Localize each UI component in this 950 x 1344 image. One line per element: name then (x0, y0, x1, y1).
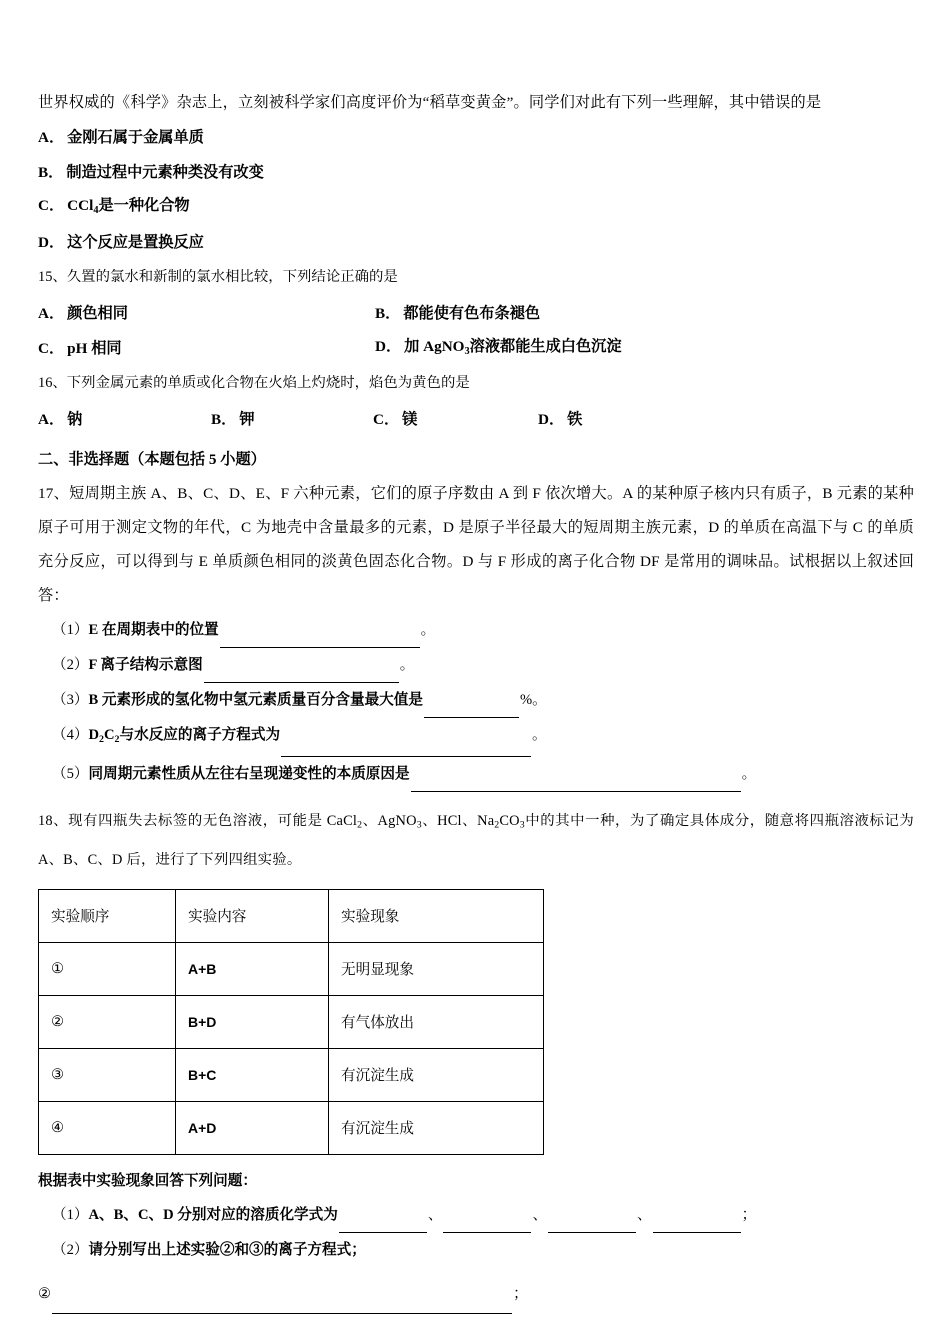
q18-stem-part1: 18、现有四瓶失去标签的无色溶液，可能是 CaCl (38, 812, 358, 829)
q17-sub-4-num: （4） (52, 727, 89, 743)
q18-answer-blank[interactable] (52, 1298, 512, 1314)
q17-sub-2-num: （2） (52, 657, 89, 673)
table-cell-order: ③ (39, 1048, 176, 1101)
q16-option-row-1 (38, 402, 914, 437)
q17-sub-5-blank[interactable] (411, 776, 741, 792)
q18-stem-part4: CO (499, 812, 520, 829)
table-cell-content: A+D (176, 1101, 329, 1154)
q18-stem-part5: 中的其中一种，为了确定具体成分，随意将四瓶溶液标记为 A、B、C、D 后，进行了下列四组实验。 (38, 812, 914, 868)
q17-sub-2-text: F 离子结构示意图 (88, 657, 203, 673)
q18-sub-1-text: A、B、C、D 分别对应的溶质化学式为 (88, 1206, 338, 1223)
q17-sub-4-blank[interactable] (281, 741, 531, 757)
q16-option-d[interactable]: D． 铁 (538, 411, 583, 428)
q17-sub-2-end: 。 (399, 657, 415, 673)
page-content (38, 86, 914, 1314)
table-cell-phenomenon: 有沉淀生成 (329, 1048, 544, 1101)
table-header-row (39, 889, 544, 942)
table-cell-phenomenon: 无明显现象 (329, 942, 544, 995)
cacl2-subscript: 2 (357, 819, 363, 831)
q18-sub-1-num: （1） (52, 1206, 89, 1223)
q15-option-row-2 (38, 331, 914, 366)
q18-sub-1-blank-b[interactable] (443, 1217, 531, 1233)
q18-sub-2 (52, 1233, 914, 1268)
q17-sub-3 (52, 683, 914, 718)
q14-stem: 世界权威的《科学》杂志上，立刻被科学家们高度评价为“稻草变黄金”。同学们对此有下列一些理解，其中错误的是 (38, 94, 822, 111)
q14-option-a[interactable]: A． 金刚石属于金属单质 (38, 129, 204, 146)
q14-options (38, 120, 914, 260)
table-cell-order: ① (39, 942, 176, 995)
q14-option-row-b (38, 155, 914, 190)
table-row (39, 995, 544, 1048)
table-cell-content: A+B (176, 942, 329, 995)
ccl4-subscript: 4 (93, 204, 99, 216)
table-header-content: 实验内容 (176, 889, 329, 942)
q18-sub-1-sep-1: 、 (427, 1206, 443, 1223)
q17-sub-1-blank[interactable] (220, 632, 420, 648)
q17-sub-3-text: B 元素形成的氢化物中氢元素质量百分含量最大值是 (88, 692, 423, 708)
q18-sub-1-end: ； (741, 1206, 757, 1223)
q17-sub-1 (52, 613, 914, 648)
table-cell-phenomenon: 有气体放出 (329, 995, 544, 1048)
q17-sub-1-text: E 在周期表中的位置 (88, 622, 219, 638)
q18-sub-1 (52, 1198, 914, 1233)
q16-option-b[interactable]: B． 钾 (211, 411, 255, 428)
q16-stem: 16、下列金属元素的单质或化合物在火焰上灼烧时，焰色为黄色的是 (38, 375, 470, 391)
q18-sub-2-text: 请分别写出上述实验②和③的离子方程式； (88, 1241, 366, 1258)
q17-stem: 17、短周期主族 A、B、C、D、E、F 六种元素，它们的原子序数由 A 到 F 依次增大。A 的某种原子核内只有质子，B 元素的某种原子可用于测定文物的年代，C 为地壳中含量最多的元素，D 是原子半径最大的短周期主族元素，D 的单质在高温下与 C 的单质充分反应，可以得到与 E 单质颜色相同的淡黄色固态化合物。D 与 F 形成的离子化合物 DF 是常用的调味品。试根据以上叙述回答： (38, 485, 914, 604)
q15-option-row-1 (38, 296, 914, 331)
table-row (39, 1101, 544, 1154)
table-row (39, 942, 544, 995)
section-2-title: 二、非选择题（本题包括 5 小题） (38, 451, 266, 468)
q17-sub-3-end: %。 (519, 692, 547, 708)
q17-sub-5-text: 同周期元素性质从左往右呈现递变性的本质原因是 (88, 765, 410, 782)
q17-sub-4-end: 。 (532, 727, 547, 743)
q14-option-b[interactable]: B． 制造过程中元素种类没有改变 (38, 164, 264, 181)
q18-stem-part3: 、HCl、Na (421, 812, 495, 829)
table-cell-content: B+D (176, 995, 329, 1048)
q15-option-c[interactable]: C． pH 相同 (38, 340, 122, 357)
q17-sub-1-end: 。 (420, 622, 436, 638)
q18-stem (38, 804, 914, 877)
q15-option-a[interactable]: A． 颜色相同 (38, 305, 128, 322)
q18-sub-1-blank-d[interactable] (653, 1217, 741, 1233)
q18-answer-line-2 (38, 1274, 914, 1314)
q17-sub-4-text: $D_2C_2$与水反应的离子方程式为 (88, 727, 281, 745)
q17-subquestions (38, 613, 914, 792)
q14-option-c[interactable]: C． CCl$_4$是一种化合物 (38, 196, 190, 216)
q17-sub-3-blank[interactable] (424, 702, 519, 718)
q17-sub-2-blank[interactable] (204, 667, 399, 683)
q14-option-row-a (38, 120, 914, 155)
table-cell-order: ④ (39, 1101, 176, 1154)
q18-sub-1-blank-a[interactable] (339, 1217, 427, 1233)
q17-sub-5-num: （5） (52, 765, 89, 782)
q16-option-a[interactable]: A． 钠 (38, 411, 83, 428)
q15-option-b[interactable]: B． 都能使有色布条褪色 (375, 305, 541, 322)
q18-sub-1-blank-c[interactable] (548, 1217, 636, 1233)
q18-answer-num: ② (38, 1285, 52, 1302)
q18-sub-1-sep-2: 、 (532, 1206, 548, 1223)
q14-option-row-d (38, 225, 914, 260)
table-cell-phenomenon: 有沉淀生成 (329, 1101, 544, 1154)
q15-stem: 15、久置的氯水和新制的氯水相比较，下列结论正确的是 (38, 269, 398, 285)
agno3-subscript: 3 (464, 345, 470, 357)
q17-sub-5 (52, 757, 914, 792)
table-header-order: 实验顺序 (39, 889, 176, 942)
q18-sub-1-sep-3: 、 (637, 1206, 652, 1223)
q18-sub-2-num: （2） (52, 1241, 89, 1258)
q17-sub-4 (52, 718, 914, 757)
q14-option-row-c (38, 190, 914, 225)
q17-sub-2 (52, 648, 914, 683)
co3-subscript: 3 (519, 819, 525, 831)
q17-sub-3-num: （3） (52, 692, 89, 708)
table-header-phenomenon: 实验现象 (329, 889, 544, 942)
q16-option-c[interactable]: C． 镁 (373, 411, 418, 428)
experiment-table (38, 889, 544, 1155)
q16-options (38, 402, 914, 437)
table-row (39, 1048, 544, 1101)
q18-answer-end: ； (513, 1285, 528, 1302)
q17-sub-1-num: （1） (52, 622, 89, 638)
na2-subscript: 2 (494, 819, 500, 831)
q15-options (38, 296, 914, 366)
q15-option-d[interactable]: D． 加 AgNO$_3$溶液都能生成白色沉淀 (375, 337, 622, 357)
q17-sub-5-end: 。 (741, 765, 757, 782)
q18-stem-part2: 、AgNO (362, 812, 417, 829)
table-cell-order: ② (39, 995, 176, 1048)
q18-after-table-text: 根据表中实验现象回答下列问题： (38, 1172, 257, 1189)
agno3-subscript-q18: 3 (416, 819, 422, 831)
table-cell-content: B+C (176, 1048, 329, 1101)
q14-option-d[interactable]: D． 这个反应是置换反应 (38, 234, 204, 251)
